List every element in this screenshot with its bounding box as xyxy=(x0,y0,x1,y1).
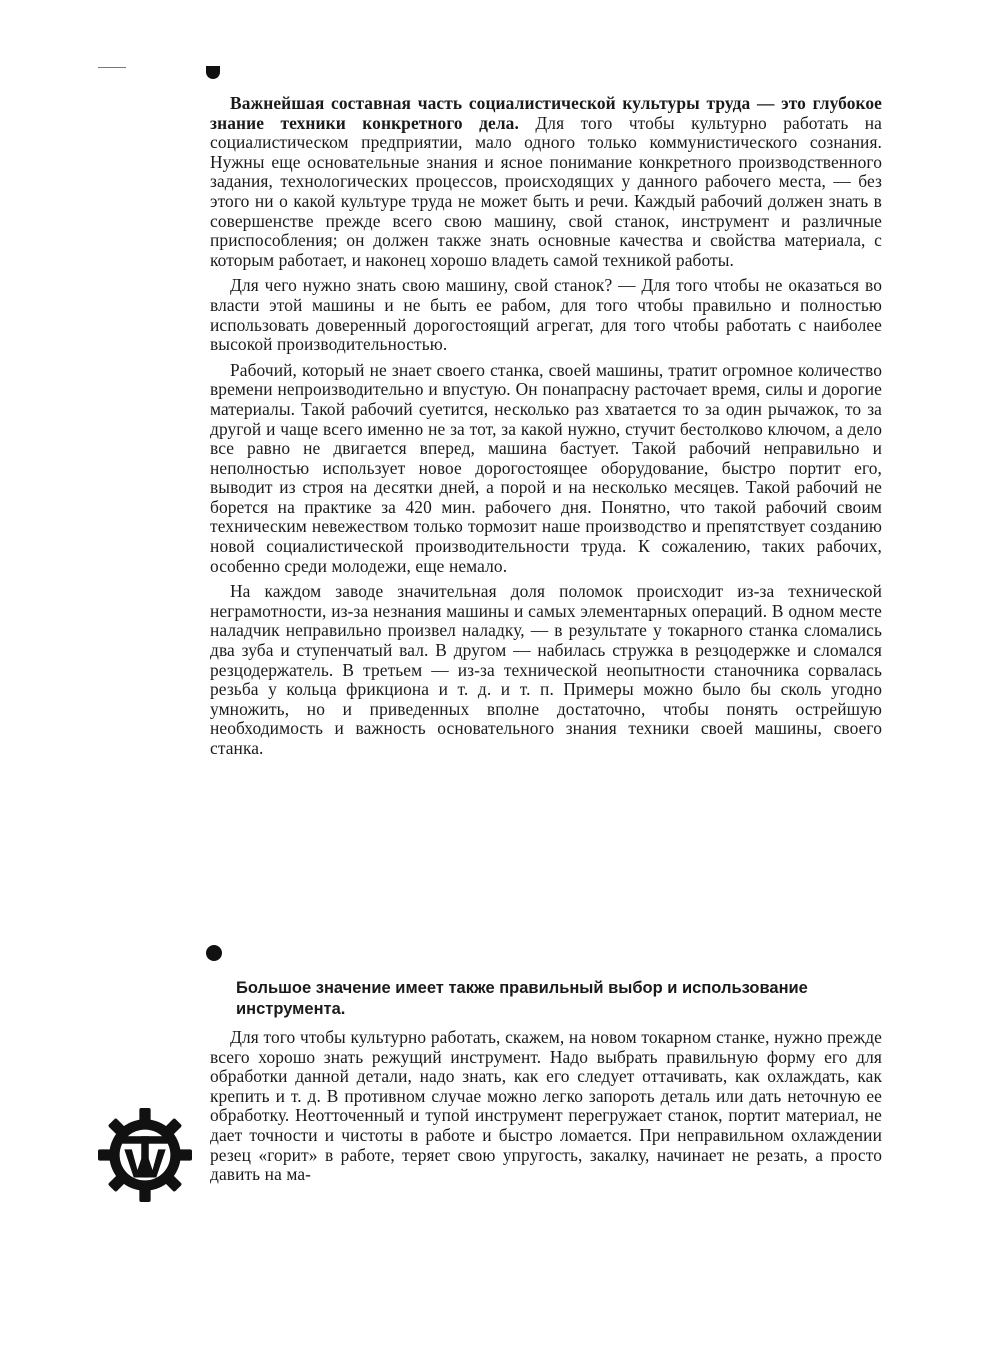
paragraph-4: На каждом заводе значительная доля поломок происходит из-за технической неграмотности, из-за незнания машины и самых элементарных операций. В одном месте наладчик неправильно произвел наладку, — в результате у токарного станка сломались два зуба и ступенчатый вал. В другом — набилась стружка в резцодержке и сломался резцодержатель. В третьем — из-за технической неопытности станочника сорвалась резьба у кольца фрикциона и т. д. и т. п. Примеры можно было бы сколь угодно умножить, но и приведенных вполне достаточно, чтобы понять острейшую необходимость и важность основательного знания техники своей машины, своего станка. xyxy=(210,581,882,758)
paragraph-2: Для чего нужно знать свою машину, свой станок? — Для того чтобы не оказаться во власти этой машины и не быть ее рабом, для того чтобы правильно и полностью использовать доверенный дорогостоящий агрегат, для того чтобы работать с наиболее высокой производительностью. xyxy=(210,275,882,355)
lead-sentence: Важнейшая составная часть социалистической культуры труда — это глубокое знание техники конкретного дела. xyxy=(210,93,882,133)
section-2-text xyxy=(210,1028,882,1191)
paragraph-1 xyxy=(210,94,882,270)
paragraph-5: Для того чтобы культурно работать, скажем, на новом токарном станке, нужно прежде всего хорошо знать режущий инструмент. Надо выбрать правильную форму его для обработки данной детали, надо знать, как его следует оттачивать, как охлаждать, как крепить и т. д. В противном случае можно легко запороть деталь или дать неточную ее обработку. Неотточенный и тупой инструмент перегружает станок, портит материал, не дает точности и чистоты в работе и быстро ломается. При неправильном охлаждении резец «горит» в работе, теряет свою упругость, закалку, начинает не резать, а просто давить на ма- xyxy=(210,1027,882,1185)
paragraph-3: Рабочий, который не знает своего станка, своей машины, тратит огромное количество времени непроизводительно и впустую. Он понапрасну расточает время, силы и дорогие материалы. Такой рабочий суетится, несколько раз хватается то за один рычажок, то за другой и чаще всего именно не за тот, за какой нужно, стучит бестолково ключом, а дело все равно не двигается вперед, машина бастует. Такой рабочий неправильно и неполностью использует новое дорогостоящее оборудование, быстро портит его, выводит из строя на десятки дней, а порой и на несколько месяцев. Такой рабочий не борется на практике за 420 мин. рабочего дня. Понятно, что такой рабочий своим техническим невежеством только тормозит наше производство и препятствует созданию новой социалистической производительности труда. К сожалению, таких рабочих, особенно среди молодежи, еще немало. xyxy=(210,359,882,576)
section-1-text xyxy=(210,94,882,765)
section-bullet-1 xyxy=(206,66,220,79)
corner-mark xyxy=(98,67,126,68)
section-bullet-2 xyxy=(206,945,222,961)
section-2-heading: Большое значение имеет также правильный выбор и использование инструмента. xyxy=(236,979,808,1018)
gear-emblem-icon xyxy=(98,1108,192,1202)
paragraph-1-body: Для того чтобы культурно работать на социалистическом предприятии, мало одного только коммунистического сознания. Нужны еще основательные знания и ясное понимание конкретного производственного задания, технологических процессов, происходящих у данного рабочего места, — без этого ни о какой культуре труда не может быть и речи. Каждый рабочий должен знать в совершенстве прежде всего свою машину, свой станок, инструмент и различные приспособления; он должен также знать основные качества и свойства материала, с которым работает, и наконец хорошо владеть самой техникой работы. xyxy=(210,112,883,270)
